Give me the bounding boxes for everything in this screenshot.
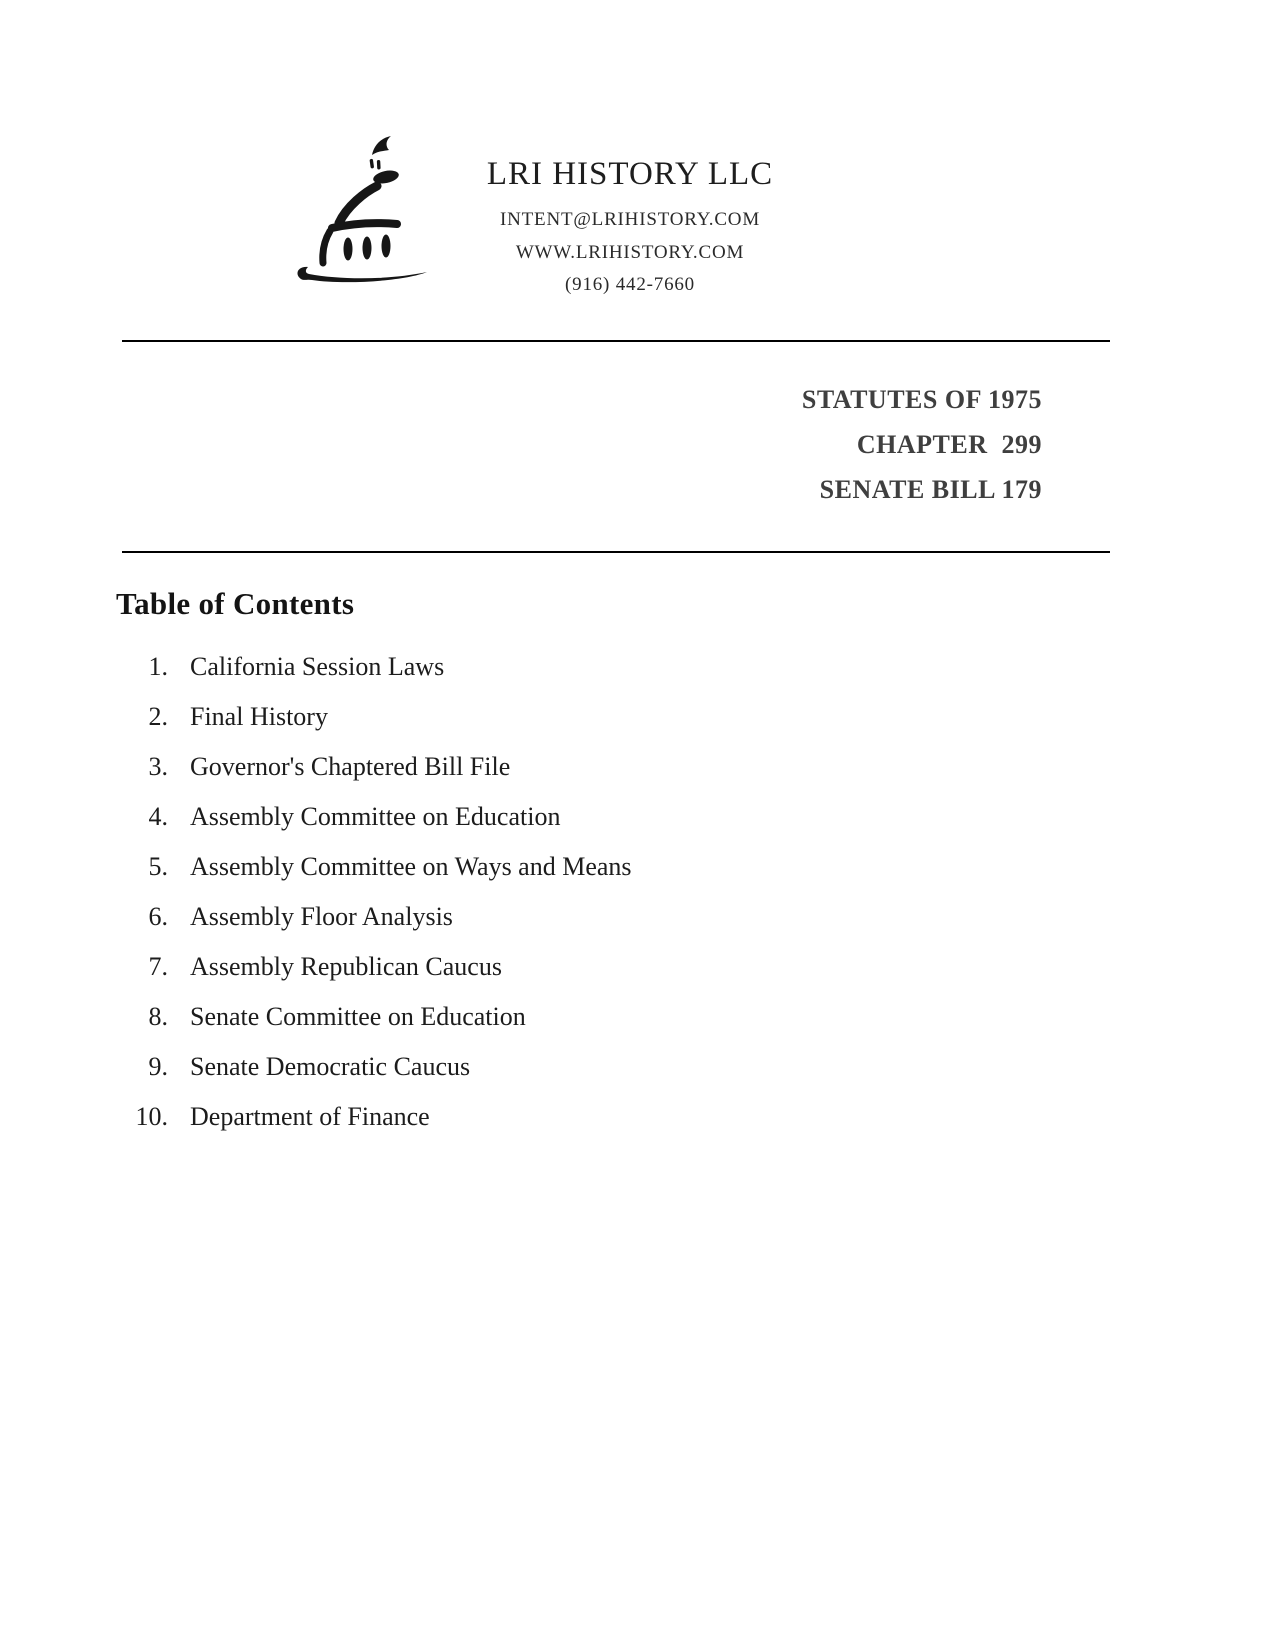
phone-number: (916) 442-7660 (565, 274, 695, 295)
toc-item-number: 1. (148, 652, 168, 681)
toc-item (116, 702, 632, 752)
statutes-line: STATUTES OF 1975 (801, 385, 1042, 414)
toc-item (116, 1052, 632, 1102)
horizontal-rule-bottom (122, 551, 1110, 553)
toc-item-number: 3. (148, 752, 168, 781)
toc-item (116, 902, 632, 952)
toc-item-label: Assembly Committee on Education (190, 802, 561, 831)
senate-bill-line: SENATE BILL 179 (819, 475, 1042, 504)
toc-item (116, 802, 632, 852)
toc-item-number: 6. (148, 902, 168, 931)
toc-item (116, 952, 632, 1002)
capitol-dome-logo (293, 128, 435, 284)
toc-item-label: Assembly Floor Analysis (190, 902, 453, 931)
toc-item-number: 2. (148, 702, 168, 731)
toc-item-label: Governor's Chaptered Bill File (190, 752, 511, 781)
company-name: LRI HISTORY LLC (486, 156, 774, 192)
horizontal-rule-top (122, 340, 1110, 342)
toc-item-label: Senate Democratic Caucus (190, 1052, 471, 1081)
toc-item-number: 7. (148, 952, 168, 981)
toc-item-label: California Session Laws (190, 652, 445, 681)
toc-list (116, 652, 632, 1152)
email-address: INTENT@LRIHISTORY.COM (499, 209, 761, 230)
toc-item-number: 9. (148, 1052, 168, 1081)
toc-item (116, 1102, 632, 1152)
toc-item-label: Assembly Committee on Ways and Means (190, 852, 632, 881)
toc-item-number: 8. (148, 1002, 168, 1031)
chapter-line: CHAPTER 299 (856, 430, 1042, 459)
toc-item-label: Senate Committee on Education (190, 1002, 526, 1031)
bill-info-block (802, 377, 1042, 512)
toc-item-number: 10. (135, 1102, 168, 1131)
website-url: WWW.LRIHISTORY.COM (515, 241, 745, 263)
toc-heading: Table of Contents (116, 586, 355, 621)
toc-item (116, 652, 632, 702)
toc-item-label: Assembly Republican Caucus (190, 952, 502, 981)
toc-item-number: 4. (148, 802, 168, 831)
toc-item-label: Department of Finance (190, 1102, 430, 1131)
toc-item (116, 752, 632, 802)
toc-item-number: 5. (148, 852, 168, 881)
toc-item (116, 1002, 632, 1052)
toc-item-label: Final History (190, 702, 328, 731)
toc-item (116, 852, 632, 902)
letterhead (448, 156, 812, 302)
